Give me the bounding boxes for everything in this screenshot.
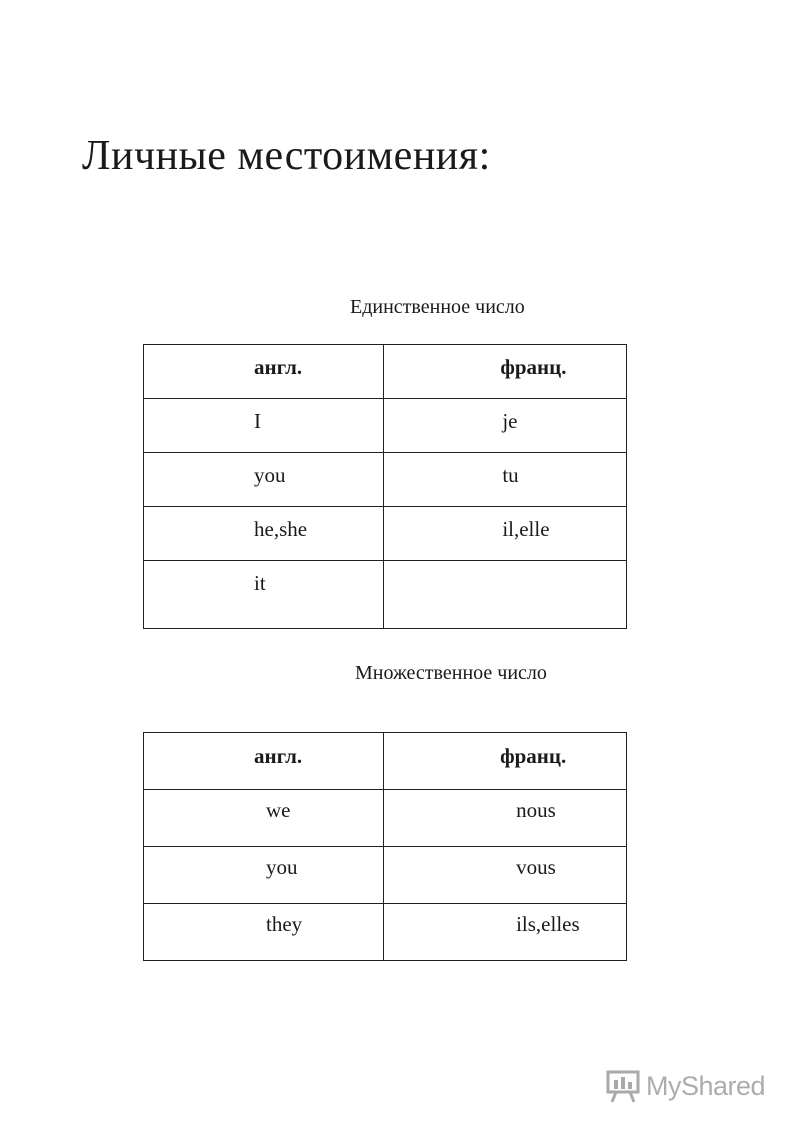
french-pronoun: je: [502, 409, 518, 433]
table-header-row: [144, 345, 627, 399]
english-pronoun: it: [254, 571, 266, 595]
english-pronoun: we: [266, 798, 291, 822]
table-row: [144, 847, 627, 904]
french-cell: [384, 904, 627, 961]
french-cell: [384, 561, 627, 629]
french-pronoun: tu: [502, 463, 519, 487]
table-header-row: [144, 733, 627, 790]
english-pronoun: you: [254, 463, 286, 487]
page-title: Личные местоимения:: [82, 133, 491, 179]
table-row: [144, 790, 627, 847]
english-cell: [144, 847, 384, 904]
english-cell: [144, 507, 384, 561]
header-english-label: англ.: [254, 355, 303, 379]
myshared-watermark: [606, 1066, 765, 1106]
french-pronoun: il,elle: [502, 517, 550, 541]
table-row: [144, 561, 627, 629]
watermark-text: MyShared: [646, 1070, 766, 1101]
plural-pronoun-table: [143, 732, 627, 961]
french-cell: [384, 399, 627, 453]
english-pronoun: you: [266, 855, 298, 879]
header-french-label: франц.: [500, 355, 567, 379]
french-pronoun: vous: [516, 855, 556, 879]
header-cell-french: [384, 345, 627, 399]
header-cell-english: [144, 345, 384, 399]
french-pronoun: ils,elles: [516, 912, 580, 936]
header-french-label: франц.: [500, 744, 567, 768]
english-cell: [144, 561, 384, 629]
french-pronoun: [384, 561, 626, 571]
english-cell: [144, 904, 384, 961]
presentation-board-icon: [606, 1068, 640, 1104]
french-cell: [384, 453, 627, 507]
french-cell: [384, 847, 627, 904]
english-pronoun: he,she: [254, 517, 308, 541]
header-cell-french: [384, 733, 627, 790]
plural-caption: Множественное число: [355, 662, 547, 684]
table-row: [144, 507, 627, 561]
header-english-label: англ.: [254, 744, 303, 768]
english-cell: [144, 399, 384, 453]
singular-pronoun-table: [143, 344, 627, 629]
header-cell-english: [144, 733, 384, 790]
english-pronoun: they: [266, 912, 303, 936]
english-cell: [144, 453, 384, 507]
english-cell: [144, 790, 384, 847]
table-row: [144, 904, 627, 961]
table-row: [144, 399, 627, 453]
french-cell: [384, 790, 627, 847]
singular-caption: Единственное число: [350, 296, 525, 318]
table-row: [144, 453, 627, 507]
english-pronoun: I: [254, 409, 261, 433]
french-cell: [384, 507, 627, 561]
french-pronoun: nous: [516, 798, 556, 822]
